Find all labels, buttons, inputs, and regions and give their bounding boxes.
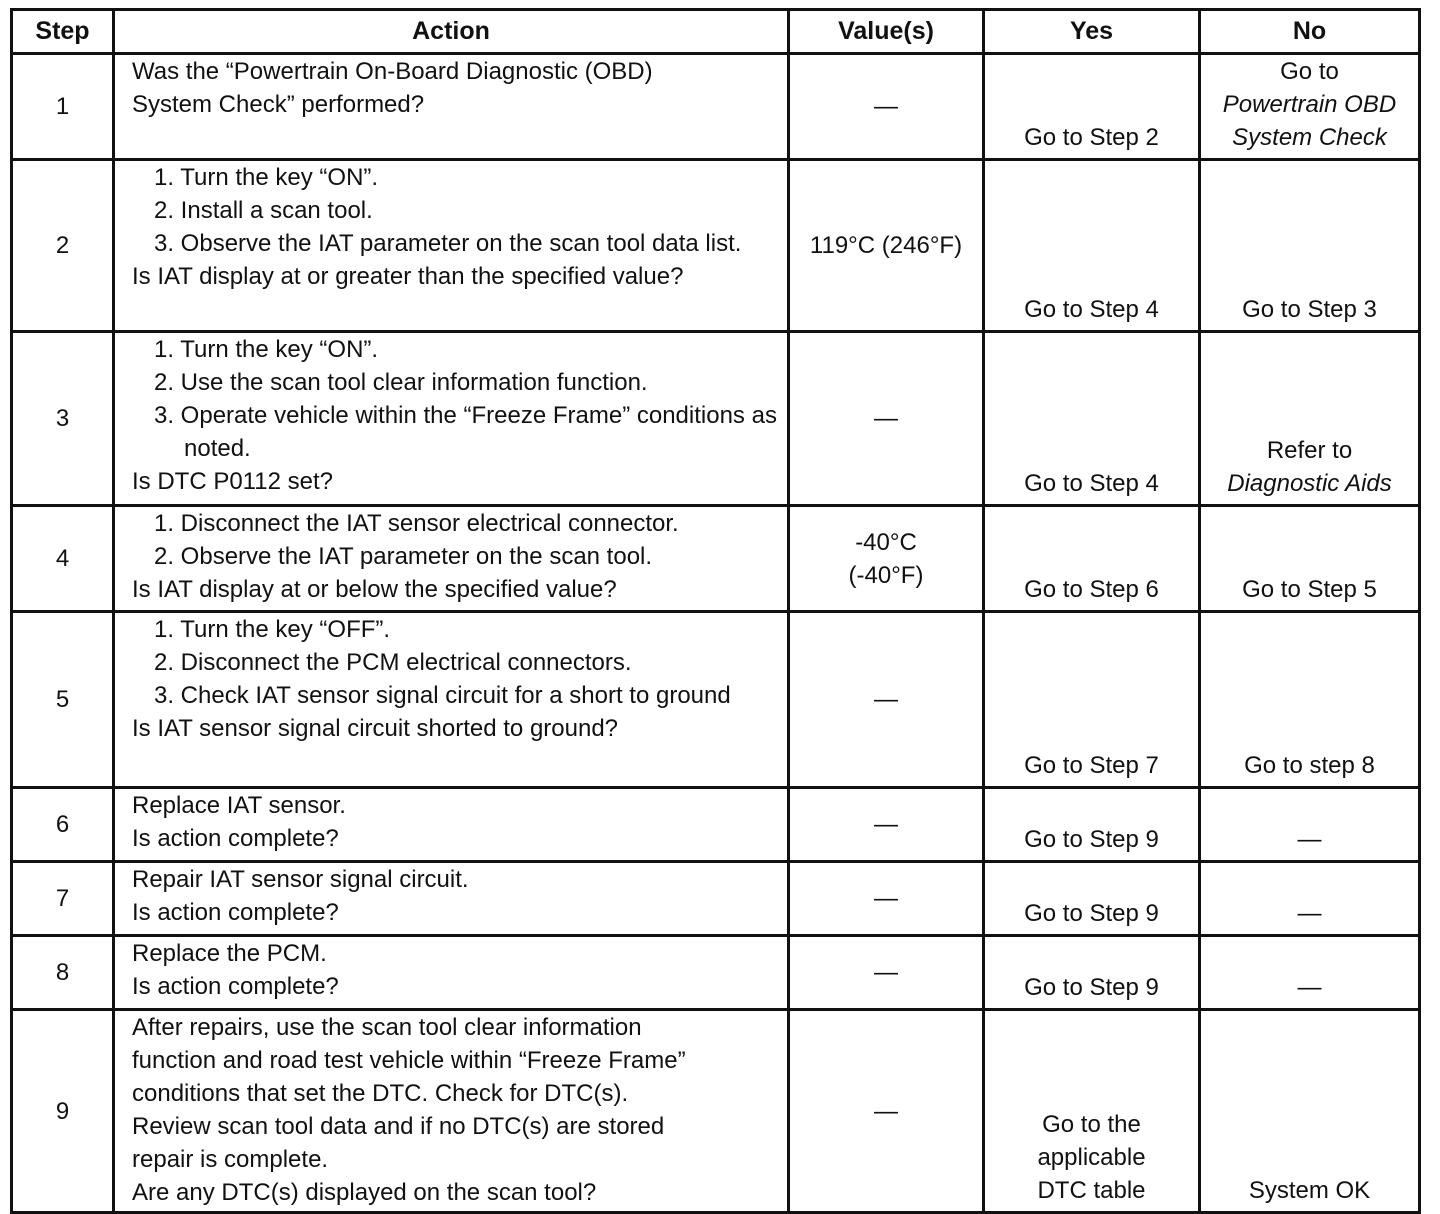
value-cell xyxy=(789,506,984,612)
diagnostic-table xyxy=(10,8,1421,1214)
no-line: Go to xyxy=(1280,58,1339,85)
action-line: Is action complete? xyxy=(132,825,339,852)
no-cell xyxy=(1200,936,1420,1010)
yes-line: Go to Step 9 xyxy=(1024,826,1159,853)
yes-line: Go to Step 9 xyxy=(1024,974,1159,1001)
value-cell: — xyxy=(789,332,984,506)
action-substep: 2. Observe the IAT parameter on the scan tool. xyxy=(154,543,653,570)
step-number: 9 xyxy=(12,1010,114,1213)
action-line: Replace the PCM. xyxy=(132,940,327,967)
action-substep: 2. Use the scan tool clear information function. xyxy=(154,369,648,396)
action-substep: 3. Observe the IAT parameter on the scan tool data list. xyxy=(154,230,742,257)
header-values: Value(s) xyxy=(789,10,984,54)
action-substep: 1. Disconnect the IAT sensor electrical connector. xyxy=(154,510,679,537)
action-substep: 1. Turn the key “ON”. xyxy=(154,336,379,363)
yes-line: Go to Step 4 xyxy=(1024,470,1159,497)
action-cell xyxy=(114,788,789,862)
table-row xyxy=(12,332,1420,506)
action-line: conditions that set the DTC. Check for DTC(s). xyxy=(132,1080,629,1107)
no-line: Go to Step 3 xyxy=(1242,296,1377,323)
no-line: System OK xyxy=(1248,1177,1371,1204)
action-cell xyxy=(114,54,789,160)
action-cell xyxy=(114,1010,789,1213)
step-number: 7 xyxy=(12,862,114,936)
yes-cell xyxy=(984,612,1200,788)
table-row xyxy=(12,506,1420,612)
yes-cell xyxy=(984,788,1200,862)
table-row xyxy=(12,936,1420,1010)
yes-line: applicable xyxy=(1037,1144,1146,1171)
step-number: 2 xyxy=(12,160,114,332)
step-number: 6 xyxy=(12,788,114,862)
action-question: Is IAT display at or below the specified value? xyxy=(132,576,617,603)
no-cell xyxy=(1200,1010,1420,1213)
action-line: Are any DTC(s) displayed on the scan tool? xyxy=(132,1179,597,1206)
yes-cell xyxy=(984,936,1200,1010)
yes-line: Go to Step 9 xyxy=(1024,900,1159,927)
step-number: 1 xyxy=(12,54,114,160)
action-question: Is IAT display at or greater than the specified value? xyxy=(132,263,684,290)
no-line-link: Diagnostic Aids xyxy=(1227,470,1392,497)
table-row xyxy=(12,612,1420,788)
table-row xyxy=(12,1010,1420,1213)
no-cell xyxy=(1200,160,1420,332)
value-line: -40°C xyxy=(855,528,917,556)
action-substep: 3. Operate vehicle within the “Freeze Frame” conditions as noted. xyxy=(154,402,777,462)
value-cell: 119°C (246°F) xyxy=(789,160,984,332)
no-line: — xyxy=(1297,900,1322,927)
value-cell: — xyxy=(789,612,984,788)
header-yes: Yes xyxy=(984,10,1200,54)
action-line: repair is complete. xyxy=(132,1146,329,1173)
action-substep: 2. Install a scan tool. xyxy=(154,197,373,224)
no-cell xyxy=(1200,788,1420,862)
yes-line: Go to Step 6 xyxy=(1024,576,1159,603)
action-cell xyxy=(114,612,789,788)
value-cell: — xyxy=(789,54,984,160)
action-substep: 1. Turn the key “OFF”. xyxy=(154,616,391,643)
no-line-link: Powertrain OBD xyxy=(1222,91,1397,118)
no-line-link: System Check xyxy=(1232,124,1387,151)
value-cell: — xyxy=(789,936,984,1010)
value-cell: — xyxy=(789,1010,984,1213)
action-line: Is action complete? xyxy=(132,973,339,1000)
action-substep: 2. Disconnect the PCM electrical connectors. xyxy=(154,649,632,676)
yes-cell xyxy=(984,1010,1200,1213)
action-line: System Check” performed? xyxy=(132,91,425,118)
no-line: Refer to xyxy=(1266,437,1353,464)
no-cell xyxy=(1200,54,1420,160)
action-cell xyxy=(114,936,789,1010)
header-no: No xyxy=(1200,10,1420,54)
yes-cell xyxy=(984,506,1200,612)
action-question: Is DTC P0112 set? xyxy=(132,468,333,495)
value-cell: — xyxy=(789,862,984,936)
action-cell xyxy=(114,332,789,506)
action-cell xyxy=(114,160,789,332)
yes-cell xyxy=(984,160,1200,332)
value-cell: — xyxy=(789,788,984,862)
no-line: Go to step 8 xyxy=(1244,752,1375,779)
action-cell xyxy=(114,862,789,936)
action-cell xyxy=(114,506,789,612)
table-row xyxy=(12,788,1420,862)
action-line: Review scan tool data and if no DTC(s) are stored xyxy=(132,1113,665,1140)
header-row xyxy=(12,10,1420,54)
action-line: Was the “Powertrain On-Board Diagnostic (OBD) xyxy=(132,58,653,85)
action-line: function and road test vehicle within “Freeze Frame” xyxy=(132,1047,686,1074)
yes-cell xyxy=(984,332,1200,506)
action-line: Replace IAT sensor. xyxy=(132,792,346,819)
step-number: 8 xyxy=(12,936,114,1010)
yes-cell xyxy=(984,54,1200,160)
header-action: Action xyxy=(114,10,789,54)
table-row xyxy=(12,160,1420,332)
value-line: (-40°F) xyxy=(848,561,924,589)
yes-line: DTC table xyxy=(1037,1177,1146,1204)
step-number: 5 xyxy=(12,612,114,788)
action-substep: 1. Turn the key “ON”. xyxy=(154,164,379,191)
no-line: — xyxy=(1297,974,1322,1001)
yes-line: Go to the xyxy=(1042,1111,1141,1138)
no-cell xyxy=(1200,506,1420,612)
table-row xyxy=(12,54,1420,160)
header-step: Step xyxy=(12,10,114,54)
step-number: 4 xyxy=(12,506,114,612)
action-question: Is IAT sensor signal circuit shorted to ground? xyxy=(132,715,619,742)
yes-cell xyxy=(984,862,1200,936)
no-cell xyxy=(1200,862,1420,936)
step-number: 3 xyxy=(12,332,114,506)
yes-line: Go to Step 2 xyxy=(1024,124,1159,151)
no-cell xyxy=(1200,332,1420,506)
action-line: Is action complete? xyxy=(132,899,339,926)
no-line: Go to Step 5 xyxy=(1242,576,1377,603)
action-substep: 3. Check IAT sensor signal circuit for a short to ground xyxy=(154,682,731,709)
no-cell xyxy=(1200,612,1420,788)
yes-line: Go to Step 4 xyxy=(1024,296,1159,323)
no-line: — xyxy=(1297,826,1322,853)
action-line: After repairs, use the scan tool clear information xyxy=(132,1014,642,1041)
action-line: Repair IAT sensor signal circuit. xyxy=(132,866,469,893)
table-row xyxy=(12,862,1420,936)
yes-line: Go to Step 7 xyxy=(1024,752,1159,779)
